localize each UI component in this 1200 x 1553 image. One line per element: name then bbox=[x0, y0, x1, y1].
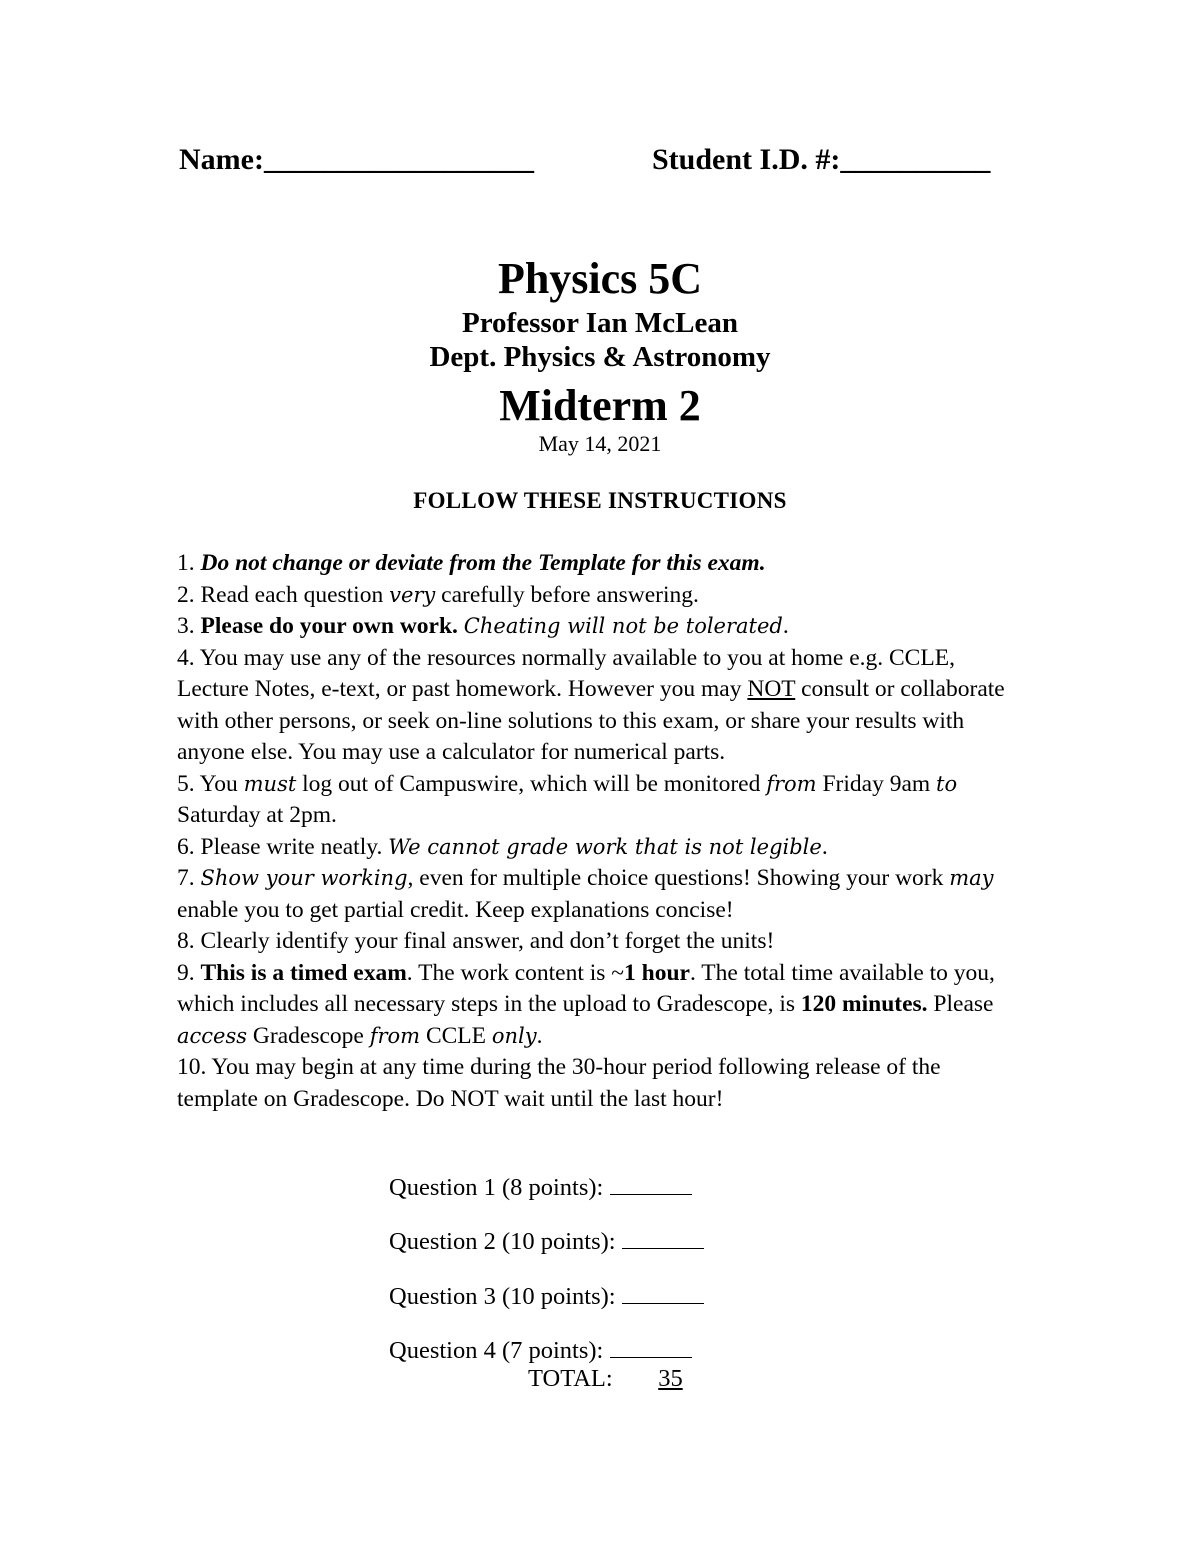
instruction-8: 8. Clearly identify your final answer, and don’t forget the units! bbox=[177, 928, 775, 954]
instruction-6: 6. Please write neatly. We cannot grade work that is not legible. bbox=[177, 833, 828, 860]
instruction-7: 7. Show your working, even for multiple choice questions! Showing your work may enable you to get partial credit. Keep explanations concise! bbox=[177, 865, 994, 923]
question-2-label: Question 2 (10 points): bbox=[389, 1228, 616, 1255]
question-1-label: Question 1 (8 points): bbox=[389, 1174, 604, 1201]
question-3-label: Question 3 (10 points): bbox=[389, 1283, 616, 1310]
score-row-question-4 bbox=[389, 1335, 692, 1365]
instruction-1: 1. Do not change or deviate from the Template for this exam. bbox=[177, 550, 766, 576]
instruction-2: 2. Read each question very carefully before answering. bbox=[177, 581, 699, 608]
department-name: Dept. Physics & Astronomy bbox=[429, 341, 771, 373]
question-2-score-blank[interactable] bbox=[622, 1226, 704, 1249]
exam-date: May 14, 2021 bbox=[538, 431, 662, 456]
instruction-9: 9. This is a timed exam. The work content is ~1 hour. The total time available to you, which includes all necessary steps in the upload to Gradescope, is 120 minutes. Please access Gradescope from CCLE only. bbox=[177, 959, 995, 1049]
exam-title: Midterm 2 bbox=[499, 381, 701, 430]
instructions-list bbox=[177, 548, 1027, 1115]
name-field[interactable] bbox=[179, 143, 534, 177]
total-label: TOTAL: bbox=[528, 1365, 613, 1392]
professor-name: Professor Ian McLean bbox=[461, 307, 738, 339]
score-row-question-1 bbox=[389, 1172, 692, 1202]
question-3-score-blank[interactable] bbox=[622, 1281, 704, 1304]
score-row-question-2 bbox=[389, 1226, 704, 1256]
course-title: Physics 5C bbox=[497, 254, 703, 303]
question-4-score-blank[interactable] bbox=[610, 1335, 692, 1358]
name-blank[interactable]: __________________ bbox=[263, 143, 534, 176]
question-1-score-blank[interactable] bbox=[610, 1172, 692, 1195]
instruction-10: 10. You may begin at any time during the 30-hour period following release of the template on Gradescope. Do NOT wait until the last hour! bbox=[177, 1054, 941, 1112]
instruction-3: 3. Please do your own work. Cheating will not be tolerated. bbox=[177, 613, 789, 639]
instruction-4: 4. You may use any of the resources normally available to you at home e.g. CCLE, Lecture Notes, e-text, or past homework. However you may NOT consult or collaborate with other persons, or seek on-line solutions to this exam, or share your results with anyone else. You may use a calculator for numerical parts. bbox=[177, 644, 1005, 765]
instruction-5: 5. You must log out of Campuswire, which will be monitored from Friday 9am to Saturday at 2pm. bbox=[177, 770, 958, 828]
instructions-heading: FOLLOW THESE INSTRUCTIONS bbox=[413, 488, 787, 513]
score-total-row bbox=[528, 1365, 683, 1393]
name-label: Name: bbox=[179, 143, 264, 176]
total-value: 35 bbox=[658, 1365, 683, 1392]
score-row-question-3 bbox=[389, 1281, 704, 1311]
student-id-label: Student I.D. #: bbox=[652, 143, 841, 176]
question-4-label: Question 4 (7 points): bbox=[389, 1337, 604, 1364]
student-id-field[interactable] bbox=[652, 143, 990, 177]
student-id-blank[interactable]: __________ bbox=[840, 143, 991, 176]
